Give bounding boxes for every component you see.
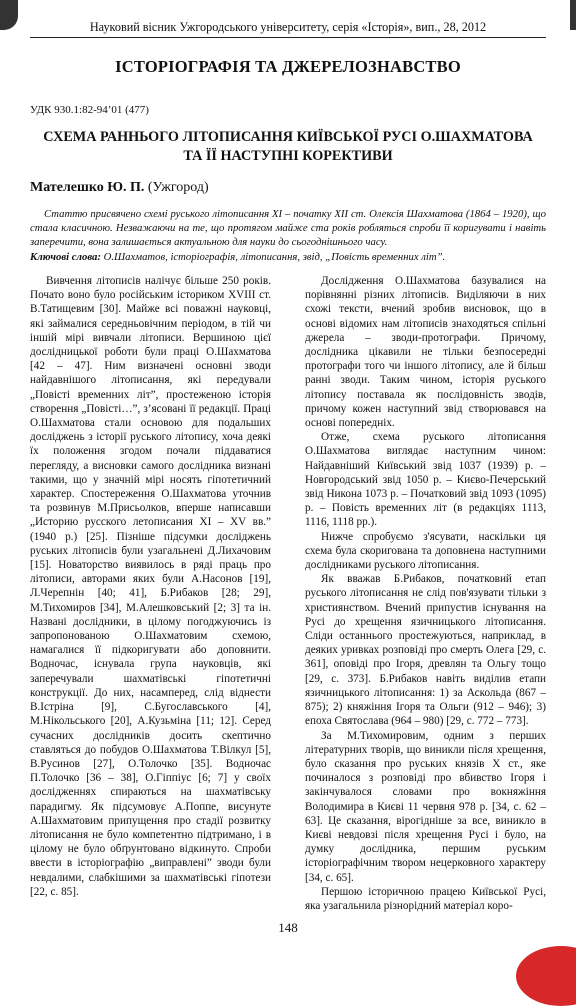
paragraph: Першою історичною працею Київської Русі, яка узагальнила різнорідний матеріал коро- [305,885,546,912]
article-title [30,128,546,166]
paragraph: Нижче спробуємо з'ясувати, наскільки ця схема була скоригована та доповнена наступними дослідниками руського літописання. [305,530,546,572]
corner-decoration-bottom-right [516,946,576,1006]
paragraph: Дослідження О.Шахматова базувалися на порівнянні різних літописів. Виділяючи в них схожі тексти, вчений зробив висновок, що в основі відомих нам літописів знаходяться спільні джерела – зводи-протографи. Причому, дослідника цікавили не тільки безпосередні протографи того чи іншого літопису, але й більш ранні зводи. Таким чином, історія руського літопису поставала як послідовність зводів, причому кожен наступний звід створювався на основі попередніх. [305,275,546,430]
abstract-text: Статтю присвячено схемі руського літописання ХІ – початку ХІІ ст. Олексія Шахматова (1864 – 1920), що стала класичною. Незважаючи на те, що протягом майже ста років робляться спроби її коригувати і навіть заперечити, вона залишається актуальною для науки до сьогоднішнього часу. [30,208,546,249]
section-title: ІСТОРІОГРАФІЯ ТА ДЖЕРЕЛОЗНАВСТВО [115,57,461,76]
left-column [30,274,271,899]
paragraph: Отже, схема руського літописання О.Шахматова виглядає наступним чином: Найдавніший Київський звід 1037 (1939) р. – Новгородський звід 1050 р. – Києво-Печерський звід Никона 1073 р. – Початковий звід 1093 (1095) р. – Повість временних літ (в редакціях 1113, 1116, 1118 рр.). [305,431,546,529]
corner-decoration-top-right [570,0,576,30]
paragraph: Як вважав Б.Рибаков, початковий етап руського літописання не слід пов'язувати тільки з християнством. Вчений припустив існування на Русі до хрещення язичницького літописання. Сліди останнього простежуються, наприклад, в деяких уривках розповіді про смерть Олега [29, с. 361], оповіді про Ігоря, древлян та Ольгу тощо [29, с. 373]. Б.Рибаков навіть виділив етапи язичницького літописання: 1) за Аскольда (867 – 875); 2) княжіння Ігоря та Ольги (912 – 946); 3) епоха Святослава (964 – 980) [29, с. 772 – 773]. [305,573,546,728]
keywords-label: Ключові слова: [30,250,101,263]
header-divider [30,37,546,38]
paragraph: За М.Тихомировим, одним з перших літературних творів, що виникли після хрещення, було сказання про руських князів Х ст., яке починалося з розповіді про вбивство Ігоря і закінчувалося словами про вокняжіння Володимира в Києві 11 червня 978 р. [34, с. 62 – 63]. Це сказання, вірогідніше за все, виникло в Києві невдовзі після хрещення Русі і було, на думку дослідника, першим руським історіографічним твором нецерковного характеру [34, с. 65]. [305,729,546,884]
corner-decoration-top-left [0,0,18,30]
author-name: Мателешко Ю. П. [30,180,145,195]
right-column [305,274,546,913]
running-head: Науковий вісник Ужгородського університету, серія «Історія», вип., 28, 2012 [89,20,487,34]
udc-code: УДК 930.1:82-94’01 (477) [30,104,149,116]
page-number: 148 [278,920,298,935]
author-affiliation: (Ужгород) [147,180,209,195]
author-line [30,180,209,196]
abstract [30,207,546,264]
keywords [30,250,546,264]
keywords-text: О.Шахматов, історіографія, літописання, звід, „Повість временних літ”. [103,250,446,263]
article-title-line-2: ТА ЇЇ НАСТУПНІ КОРЕКТИВИ [183,148,393,164]
paragraph: Вивчення літописів налічує більше 250 років. Почато воно було російським істориком XVIII ст. В.Татищевим [30]. Майже всі поважні науковці, які займалися середньовічним періодом, в тій чи іншій мірі вивчали літописи. Вершиною цієї дослідницької роботи були праці О.Шахматова [42 – 47]. Ним визначені основні зводи найдавнішого літописання, які передували „Повісті временних літ”, простеженою історія створення „Повісті…”, з’ясовані її редакції. Праці О.Шахматова стали основою для подальших досліджень з історії руського літопису, хоча деякі їх положення згодом почали піддаватися перегляду, а висновки самого дослідника визнані такими, що у значній мірі носять гіпотетичний характер. Спостереження О.Шахматова уточнив та розвинув М.Присьолков, вперше написавши „Историю русского летописания ХІ – XV вв.” (1940 р.) [25]. Пізніше підсумки досліджень руських літописів були узагальнені Д.Лихачовим [15]. Новаторство виявилось в ряді праць про літописи, авторами яких були А.Насонов [19], Л.Черепнін [40; 41], Б.Рибаков [28; 29], М.Тихомиров [34], М.Алешковський [2; 3] та ін. Названі дослідники, в цілому погоджуючись із запропонованою О.Шахматовим схемою, намагалися її підкоригувати або доповнити. Водночас, існувала група науковців, які заперечували шахматівські гіпотетичні конструкції. До них, насамперед, слід віднести В.Істріна [9], С.Бугославського [4], М.Нікольського [20], А.Кузьміна [11; 12]. Серед сучасних дослідників досить скептично ставляться до побудов О.Шахматова Т.Вілкул [5], В.Русинов [27], О.Толочко [35]. Водночас П.Толочко [36 – 38], О.Гіппіус [6; 7] у своїх дослідженнях спираються на шахматівську парадигму. Як підсумовує А.Поппе, висунуте А.Шахматовим припущення про стадії розвитку літописання не було компетентно підтримано, і в цілому не було обґрунтовано відкинуто. Спроби ввести в історіографію „виправлені” зводи були невдалими, слабкішими за шахматівські гіпотези [22, с. 85]. [30,275,271,898]
article-title-line-1: СХЕМА РАННЬОГО ЛІТОПИСАННЯ КИЇВСЬКОЇ РУСІ О.ШАХМАТОВА [43,129,533,145]
